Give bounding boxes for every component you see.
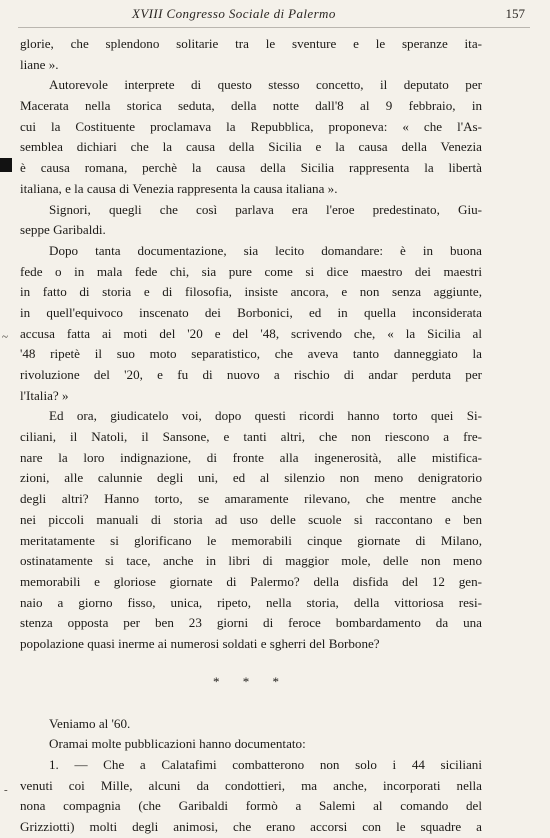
margin-bar-mark (0, 158, 12, 172)
text-line: semblea dichiari che la causa della Sicilia e la causa della Venezia (20, 139, 482, 155)
text-line: è causa romana, perchè la causa della Sicilia rappresenta la libertà (20, 160, 482, 176)
text-line: fede o in mala fede chi, sia pure come si dice maestro dei maestri (20, 263, 482, 279)
text-line: degli altri? Hanno torto, se amaramente rilevano, che mentre anche (20, 491, 482, 507)
text-line: Ed ora, giudicatelo voi, dopo questi ricordi hanno torto quei Si- (49, 408, 482, 424)
text-line: Autorevole interprete di questo stesso concetto, il deputato per (49, 77, 482, 93)
spacer (20, 698, 482, 714)
text-line: memorabili e gloriose giornate di Palermo? della disfida del 12 gen- (20, 573, 482, 589)
text-line: seppe Garibaldi. (20, 222, 106, 238)
text-line: glorie, che splendono solitarie tra le sventure e le speranze ita- (20, 36, 482, 51)
text-line: in quell'equivoco inscenato dei Borbonici, ed in quella inconsiderata (20, 304, 482, 320)
text-line: Grizziotti) molti degli animosi, che erano accorsi con le squadre a (20, 819, 482, 835)
page-body (20, 34, 482, 838)
text-line: cui la Costituente proclamava la Repubblica, proponeva: « che l'As- (20, 118, 482, 134)
section-separator: * * * (213, 673, 289, 689)
margin-dash-mark: - (4, 784, 8, 796)
running-title: XVIII Congresso Sociale di Palermo (132, 6, 336, 21)
text-line: nei piccoli manuali di storia ad uso delle scuole si raccontano e ben (20, 511, 482, 527)
margin-tick-mark: ~ (2, 331, 8, 343)
text-line: Veniamo al '60. (49, 715, 131, 731)
text-line: naio a giorno fisso, unica, ripeto, nella storia, della vittoriosa resi- (20, 594, 482, 610)
text-line: accusa fatta ai moti del '20 e del '48, scrivendo che, « la Sicilia al (20, 325, 482, 341)
text-line: Oramai molte pubblicazioni hanno documentato: (49, 736, 306, 752)
text-line: rivoluzione del '20, e fu di nuovo a rischio di andar perduta per (20, 367, 482, 382)
spacer (20, 655, 482, 666)
running-head (20, 6, 525, 26)
text-line: Dopo tanta documentazione, sia lecito domandare: è in buona (49, 242, 482, 258)
text-line: nona compagnia (che Garibaldi formò a Salemi al comando del (20, 798, 482, 814)
text-line: nare la loro indignazione, di fronte alla ingenerosità, alle mistifica- (20, 449, 482, 465)
text-line: ostinatamente si tace, anche in libri di maggior mole, delle non meno (20, 553, 482, 569)
text-line: Macerata nella storica seduta, della notte dall'8 al 9 febbraio, in (20, 98, 482, 114)
text-line: zioni, alle calunnie degli uni, ed al silenzio non meno denigratorio (20, 470, 482, 486)
text-line: Signori, quegli che così parlava era l'eroe predestinato, Giu- (49, 201, 482, 217)
header-rule (18, 27, 530, 28)
text-line: l'Italia? » (20, 387, 69, 403)
text-line: italiana, e la causa di Venezia rappresenta la causa italiana ». (20, 180, 338, 196)
text-line: liane ». (20, 56, 59, 72)
text-line: meritatamente si glorificano le memorabili cinque giornate di Milano, (20, 532, 482, 548)
page-number: 157 (505, 6, 525, 21)
text-line: in fatto di storia e di filosofia, insiste ancora, e non senza aggiunte, (20, 284, 482, 300)
text-line: ciliani, il Natoli, il Sansone, e tanti altri, che non riescono a fre- (20, 429, 482, 445)
text-line: venuti coi Mille, alcuni da condottieri, ma anche, incorporati nella (20, 777, 482, 793)
text-line: stenza opposta per ben 23 giorni di feroce bombardamento da una (20, 615, 482, 631)
text-line: '48 ripetè il suo moto separatistico, che aveva tanto danneggiato la (20, 346, 482, 362)
text-line: 1. — Che a Calatafimi combatterono non solo i 44 siciliani (49, 757, 482, 772)
text-line: popolazione quasi inerme ai numerosi soldati e sgherri del Borbone? (20, 635, 380, 651)
